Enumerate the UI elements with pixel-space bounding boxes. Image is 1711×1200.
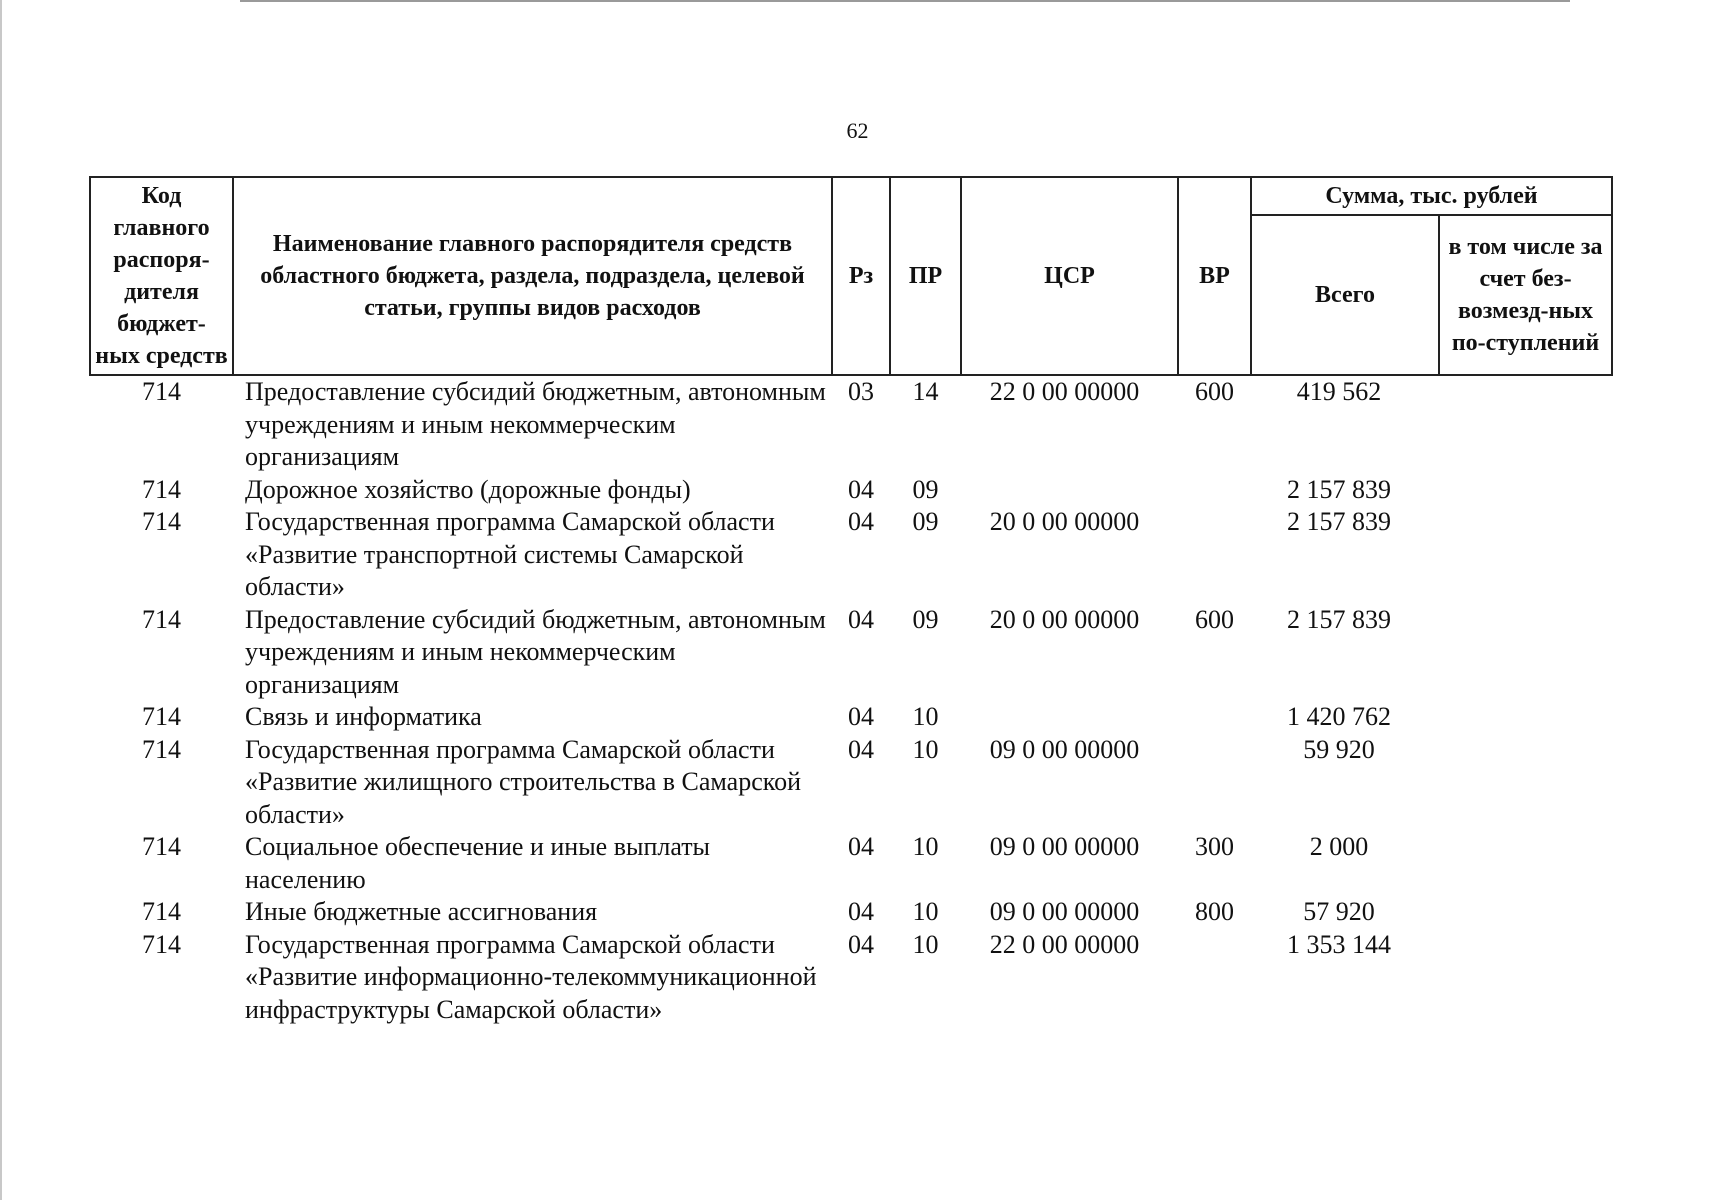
cell-rz: 04 — [848, 734, 874, 764]
cell-pr: 09 — [912, 507, 939, 536]
cell-name: Связь и информатика — [245, 702, 482, 731]
cell-vr: 300 — [1195, 832, 1234, 861]
cell-rz: 04 — [848, 702, 874, 731]
cell-csr: 22 0 00 00000 — [989, 377, 1140, 406]
cell-free — [1439, 929, 1612, 1027]
cell-csr: 09 0 00 00000 — [989, 897, 1140, 926]
table-row — [90, 734, 1612, 832]
cell-vr — [1178, 506, 1251, 604]
cell-csr: 22 0 00 00000 — [989, 929, 1140, 959]
header-sum: Сумма, тыс. рублей — [1251, 177, 1612, 215]
cell-code: 714 — [142, 734, 181, 764]
cell-vr: 600 — [1195, 604, 1234, 634]
header-vr: ВР — [1178, 177, 1251, 375]
header-code: Код главного распоря-дителя бюджет-ных средств — [90, 177, 233, 375]
cell-rz: 04 — [848, 507, 874, 536]
cell-vr: 800 — [1195, 897, 1234, 926]
cell-pr: 09 — [912, 604, 939, 634]
cell-rz: 04 — [848, 604, 874, 634]
table-row — [90, 701, 1612, 734]
header-total: Всего — [1251, 215, 1439, 375]
cell-name: Дорожное хозяйство (дорожные фонды) — [245, 474, 691, 504]
cell-total: 59 920 — [1303, 734, 1375, 764]
cell-rz: 04 — [848, 474, 874, 504]
table-row — [90, 474, 1612, 507]
cell-name: Государственная программа Самарской области «Развитие жилищного строительства в Самарской области» — [245, 734, 801, 829]
budget-table — [89, 176, 1613, 1026]
cell-name: Государственная программа Самарской области «Развитие транспортной системы Самарской области» — [245, 507, 775, 601]
header-name: Наименование главного распорядителя средств областного бюджета, раздела, подраздела, целевой статьи, группы видов расходов — [233, 177, 832, 375]
cell-vr — [1178, 929, 1251, 1027]
cell-csr: 09 0 00 00000 — [989, 832, 1140, 861]
table-row — [90, 929, 1612, 1027]
cell-free — [1439, 701, 1612, 734]
cell-total: 2 000 — [1309, 832, 1369, 861]
table-header — [90, 177, 1612, 375]
cell-name: Государственная программа Самарской области «Развитие информационно-телекоммуникационной инфраструктуры Самарской области» — [245, 929, 817, 1024]
cell-code: 714 — [142, 377, 181, 406]
table-row — [90, 375, 1612, 474]
cell-code: 714 — [142, 507, 181, 536]
cell-rz: 04 — [848, 897, 874, 926]
scan-border-left — [0, 0, 2, 1200]
cell-total: 419 562 — [1296, 377, 1382, 406]
table-row — [90, 896, 1612, 929]
cell-code: 714 — [142, 897, 181, 926]
cell-name: Предоставление субсидий бюджетным, автономным учреждениям и иным некоммерческим организациям — [245, 604, 826, 699]
table-row — [90, 831, 1612, 896]
header-free: в том числе за счет без-возмезд-ных по-ступлений — [1439, 215, 1612, 375]
cell-pr: 09 — [912, 474, 939, 504]
cell-pr: 10 — [912, 832, 939, 861]
cell-free — [1439, 604, 1612, 702]
cell-total: 57 920 — [1303, 897, 1375, 926]
cell-total: 2 157 839 — [1287, 507, 1391, 536]
header-rz: Рз — [832, 177, 890, 375]
cell-total: 2 157 839 — [1287, 474, 1391, 504]
cell-rz: 04 — [848, 929, 874, 959]
cell-total: 2 157 839 — [1287, 604, 1391, 634]
cell-pr: 10 — [912, 734, 939, 764]
header-pr: ПР — [890, 177, 961, 375]
cell-name: Социальное обеспечение и иные выплаты населению — [245, 832, 711, 894]
cell-free — [1439, 506, 1612, 604]
cell-csr — [961, 701, 1178, 734]
cell-free — [1439, 375, 1612, 474]
table-row — [90, 506, 1612, 604]
cell-free — [1439, 734, 1612, 832]
cell-total: 1 420 762 — [1287, 702, 1391, 731]
cell-csr: 20 0 00 00000 — [989, 604, 1140, 634]
cell-code: 714 — [142, 929, 181, 959]
cell-vr — [1178, 734, 1251, 832]
cell-vr: 600 — [1195, 377, 1234, 406]
scan-border-top — [240, 0, 1570, 2]
page-number — [0, 118, 1711, 144]
cell-free — [1439, 831, 1612, 896]
cell-total: 1 353 144 — [1287, 929, 1391, 959]
cell-code: 714 — [142, 474, 181, 504]
cell-pr: 10 — [912, 929, 939, 959]
cell-name: Иные бюджетные ассигнования — [245, 897, 598, 926]
header-csr: ЦСР — [961, 177, 1178, 375]
cell-vr — [1178, 474, 1251, 507]
cell-name: Предоставление субсидий бюджетным, автономным учреждениям и иным некоммерческим организациям — [245, 377, 826, 471]
cell-rz: 03 — [848, 377, 874, 406]
cell-csr — [961, 474, 1178, 507]
cell-csr: 20 0 00 00000 — [989, 507, 1140, 536]
cell-pr: 14 — [912, 377, 939, 406]
table-body — [90, 375, 1612, 1026]
cell-free — [1439, 474, 1612, 507]
cell-code: 714 — [142, 604, 181, 634]
cell-vr — [1178, 701, 1251, 734]
cell-pr: 10 — [912, 897, 939, 926]
table-row — [90, 604, 1612, 702]
page-number-text: 62 — [846, 118, 869, 143]
cell-pr: 10 — [912, 702, 939, 731]
cell-rz: 04 — [848, 832, 874, 861]
cell-code: 714 — [142, 832, 181, 861]
cell-code: 714 — [142, 702, 181, 731]
cell-csr: 09 0 00 00000 — [989, 734, 1140, 764]
cell-free — [1439, 896, 1612, 929]
